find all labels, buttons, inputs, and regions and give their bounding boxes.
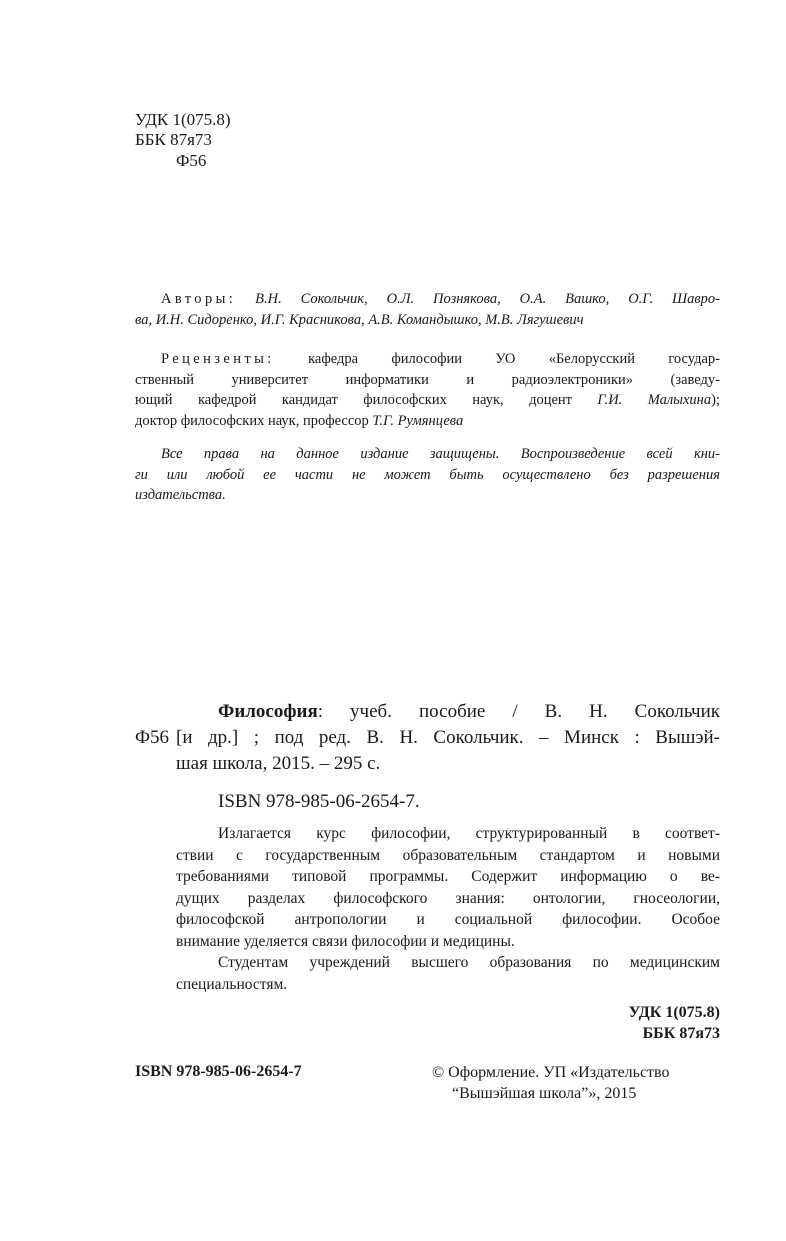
reviewers-text-3-end: );	[711, 392, 720, 408]
footer-udk: УДК 1(075.8)	[628, 1004, 720, 1021]
bib-line-2: [и др.] ; под ред. В. Н. Сокольчик. – Минск : Вышэй-	[176, 727, 720, 748]
annotation-line-7: Студентам учреждений высшего образования по медицинским	[218, 954, 720, 971]
reviewers-text-3: ющий кафедрой кандидат философских наук, доцент	[135, 392, 598, 408]
rights-text-3: издательства.	[135, 487, 226, 503]
rights-text-1: Все права на данное издание защищены. Воспроизведение всей кни-	[161, 446, 720, 462]
bib-title: Философия	[218, 701, 318, 722]
annotation-line-1: Излагается курс философии, структурированный в соответ-	[218, 825, 720, 842]
reviewers-line-3	[135, 390, 720, 411]
reviewers-text-4: доктор философских наук, профессор	[135, 412, 373, 429]
authors-names-2: ва, И.Н. Сидоренко, И.Г. Красникова, А.В. Командышко, М.В. Лягушевич	[135, 311, 584, 328]
footer-bbk: ББК 87я73	[642, 1025, 720, 1042]
annotation-line-8: специальностям.	[176, 975, 288, 993]
reviewer-name-1: Г.И. Малыхина	[597, 392, 712, 408]
authors-block	[135, 289, 720, 330]
annotation-line-3: требованиями типовой программы. Содержит информацию о ве-	[176, 868, 720, 885]
reviewers-block	[135, 349, 720, 431]
bib-mark: Ф56	[135, 727, 170, 748]
reviewers-line-2: ственный университет информатики и радиоэлектроники» (заведу-	[135, 371, 720, 388]
annotation-line-4: дущих разделах философского знания: онтологии, гносеологии,	[176, 889, 720, 907]
reviewers-line-1	[135, 349, 720, 370]
header-author-mark: Ф56	[176, 151, 207, 170]
authors-label: Авторы:	[161, 291, 237, 307]
annotation-line-2: ствии с государственным образовательным стандартом и новыми	[176, 846, 720, 864]
rights-line-3	[135, 485, 720, 506]
reviewers-label: Рецензенты:	[161, 351, 275, 367]
authors-names-1: В.Н. Сокольчик, О.Л. Познякова, О.А. Вашко, О.Г. Шавро-	[255, 291, 720, 307]
rights-line-2	[135, 465, 720, 486]
authors-line-2	[135, 310, 720, 331]
rights-text-2: ги или любой ее части не может быть осуществлено без разрешения	[135, 466, 720, 483]
reviewer-name-2: Т.Г. Румянцева	[372, 412, 464, 429]
copyright-line-1: © Оформление. УП «Издательство	[432, 1064, 670, 1081]
rights-line-1	[135, 444, 720, 465]
annotation-line-5: философской антропологии и социальной философии. Особое	[176, 911, 720, 928]
annotation-line-6: внимание уделяется связи философии и медицины.	[176, 932, 515, 950]
bib-line-3: шая школа, 2015. – 295 с.	[176, 753, 381, 774]
footer-isbn: ISBN 978-985-06-2654-7	[135, 1063, 302, 1080]
bib-line-1	[176, 699, 720, 725]
annotation-block	[176, 823, 720, 995]
copyright-line-2: “Вышэйшая школа”», 2015	[452, 1085, 637, 1102]
footer-copyright	[432, 1062, 669, 1104]
reviewers-text-1: кафедра философии УО «Белорусский государ-	[308, 351, 720, 367]
authors-line-1	[135, 289, 720, 310]
bib-line-1-rest: : учеб. пособие / В. Н. Сокольчик	[317, 701, 720, 722]
bib-isbn: ISBN 978-985-06-2654-7.	[218, 791, 420, 812]
header-udk: УДК 1(075.8)	[135, 110, 231, 129]
rights-block	[135, 444, 720, 506]
header-bbk: ББК 87я73	[135, 130, 212, 149]
bib-record	[176, 699, 720, 777]
reviewers-line-4	[135, 411, 720, 432]
